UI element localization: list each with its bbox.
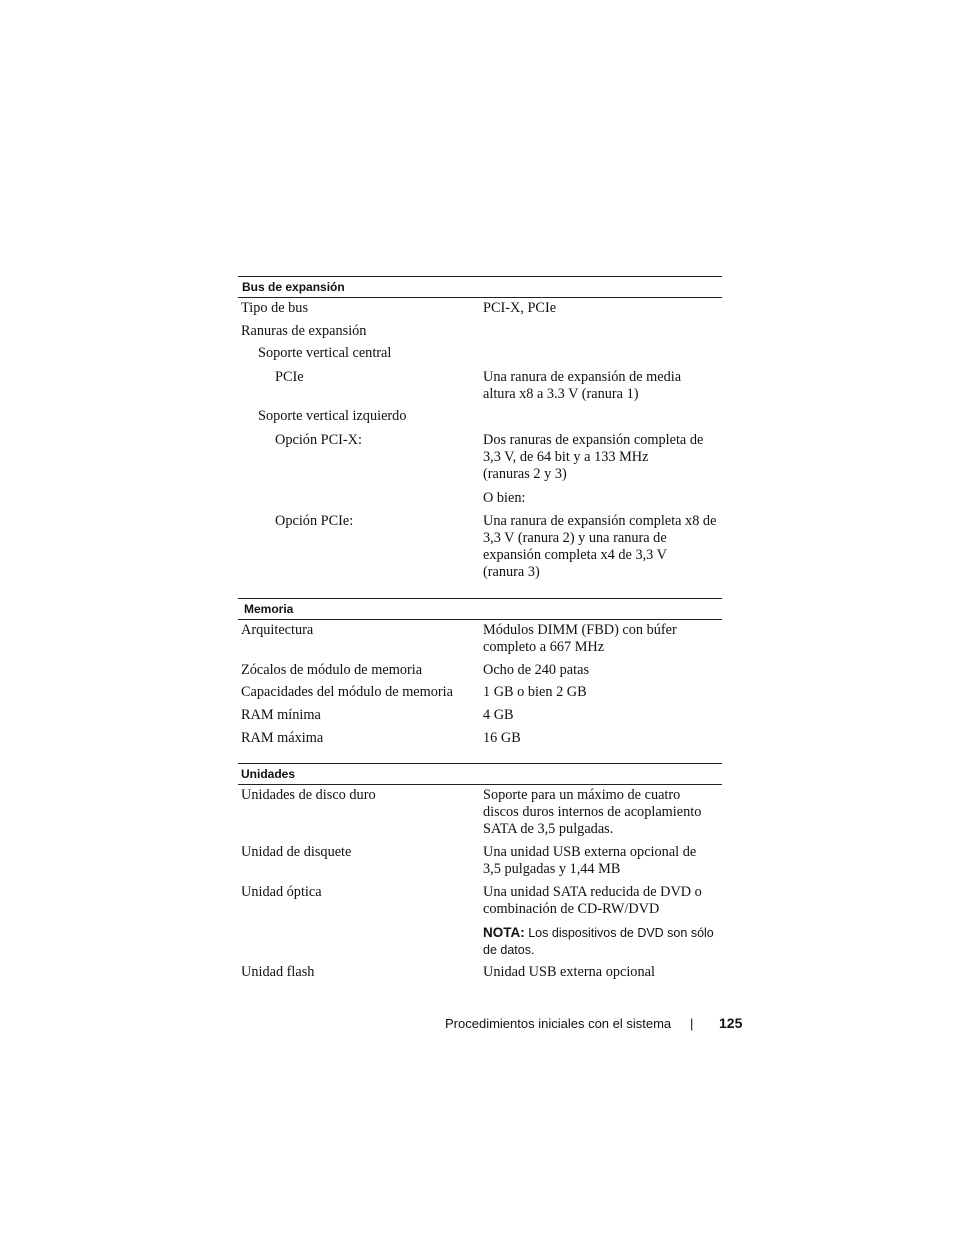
row-label-pcie-central: PCIe	[275, 369, 304, 385]
row-value-arquitectura: Módulos DIMM (FBD) con búfer completo a 667 MHz	[483, 622, 677, 655]
row-value-ram-max: 16 GB	[483, 730, 521, 746]
row-label-capacidades: Capacidades del módulo de memoria	[241, 684, 454, 700]
row-label-soporte-izquierdo: Soporte vertical izquierdo	[258, 408, 407, 424]
row-label-opcion-pcie: Opción PCIe:	[275, 513, 354, 529]
row-label-opcion-pcix: Opción PCI-X:	[275, 432, 362, 448]
row-value-zocalos: Ocho de 240 patas	[483, 662, 590, 678]
row-value-tipo-bus: PCI-X, PCIe	[483, 300, 557, 316]
footer-title: Procedimientos iniciales con el sistema	[445, 1016, 672, 1031]
row-label-optica: Unidad óptica	[241, 884, 322, 900]
row-label-zocalos: Zócalos de módulo de memoria	[241, 662, 423, 678]
row-value-opcion-pcie: Una ranura de expansión completa x8 de 3,3 V (ranura 2) y una ranura de expansión completa x4 de 3,3 V (ranura 3)	[483, 513, 717, 580]
section-title: Unidades	[241, 767, 296, 781]
row-value-o-bien: O bien:	[483, 490, 526, 506]
page-number: 125	[719, 1015, 743, 1031]
row-label-disquete: Unidad de disquete	[241, 844, 352, 860]
note-label: NOTA:	[483, 925, 525, 940]
row-value-capacidades: 1 GB o bien 2 GB	[483, 684, 587, 700]
row-label-disco-duro: Unidades de disco duro	[241, 787, 376, 803]
section-header-unidades	[238, 763, 722, 785]
row-label-ranuras: Ranuras de expansión	[241, 323, 367, 339]
section-header-bus	[238, 276, 722, 298]
note-text-line-1: Los dispositivos de DVD son sólo	[528, 926, 714, 940]
section-title: Bus de expansión	[242, 280, 345, 294]
note-dvd	[483, 924, 723, 959]
row-label-flash: Unidad flash	[241, 964, 315, 980]
row-value-pcie-central: Una ranura de expansión de media altura x8 a 3.3 V (ranura 1)	[483, 369, 682, 402]
row-value-flash: Unidad USB externa opcional	[483, 964, 655, 980]
row-value-disco-duro: Soporte para un máximo de cuatro discos duros internos de acoplamiento SATA de 3,5 pulgadas.	[483, 787, 702, 837]
row-value-disquete: Una unidad USB externa opcional de 3,5 pulgadas y 1,44 MB	[483, 844, 697, 877]
note-text-line-2: de datos.	[483, 943, 535, 957]
row-value-optica: Una unidad SATA reducida de DVD o combinación de CD-RW/DVD	[483, 884, 702, 917]
row-value-opcion-pcix: Dos ranuras de expansión completa de 3,3 V, de 64 bit y a 133 MHz (ranuras 2 y 3)	[483, 432, 704, 482]
section-header-memoria	[238, 598, 722, 620]
row-label-tipo-bus: Tipo de bus	[241, 300, 309, 316]
row-label-ram-max: RAM máxima	[241, 730, 324, 746]
row-label-ram-min: RAM mínima	[241, 707, 321, 723]
row-label-arquitectura: Arquitectura	[241, 622, 314, 638]
row-label-soporte-central: Soporte vertical central	[258, 345, 392, 361]
footer-separator: |	[690, 1016, 694, 1031]
row-value-ram-min: 4 GB	[483, 707, 514, 723]
section-title: Memoria	[244, 602, 294, 616]
